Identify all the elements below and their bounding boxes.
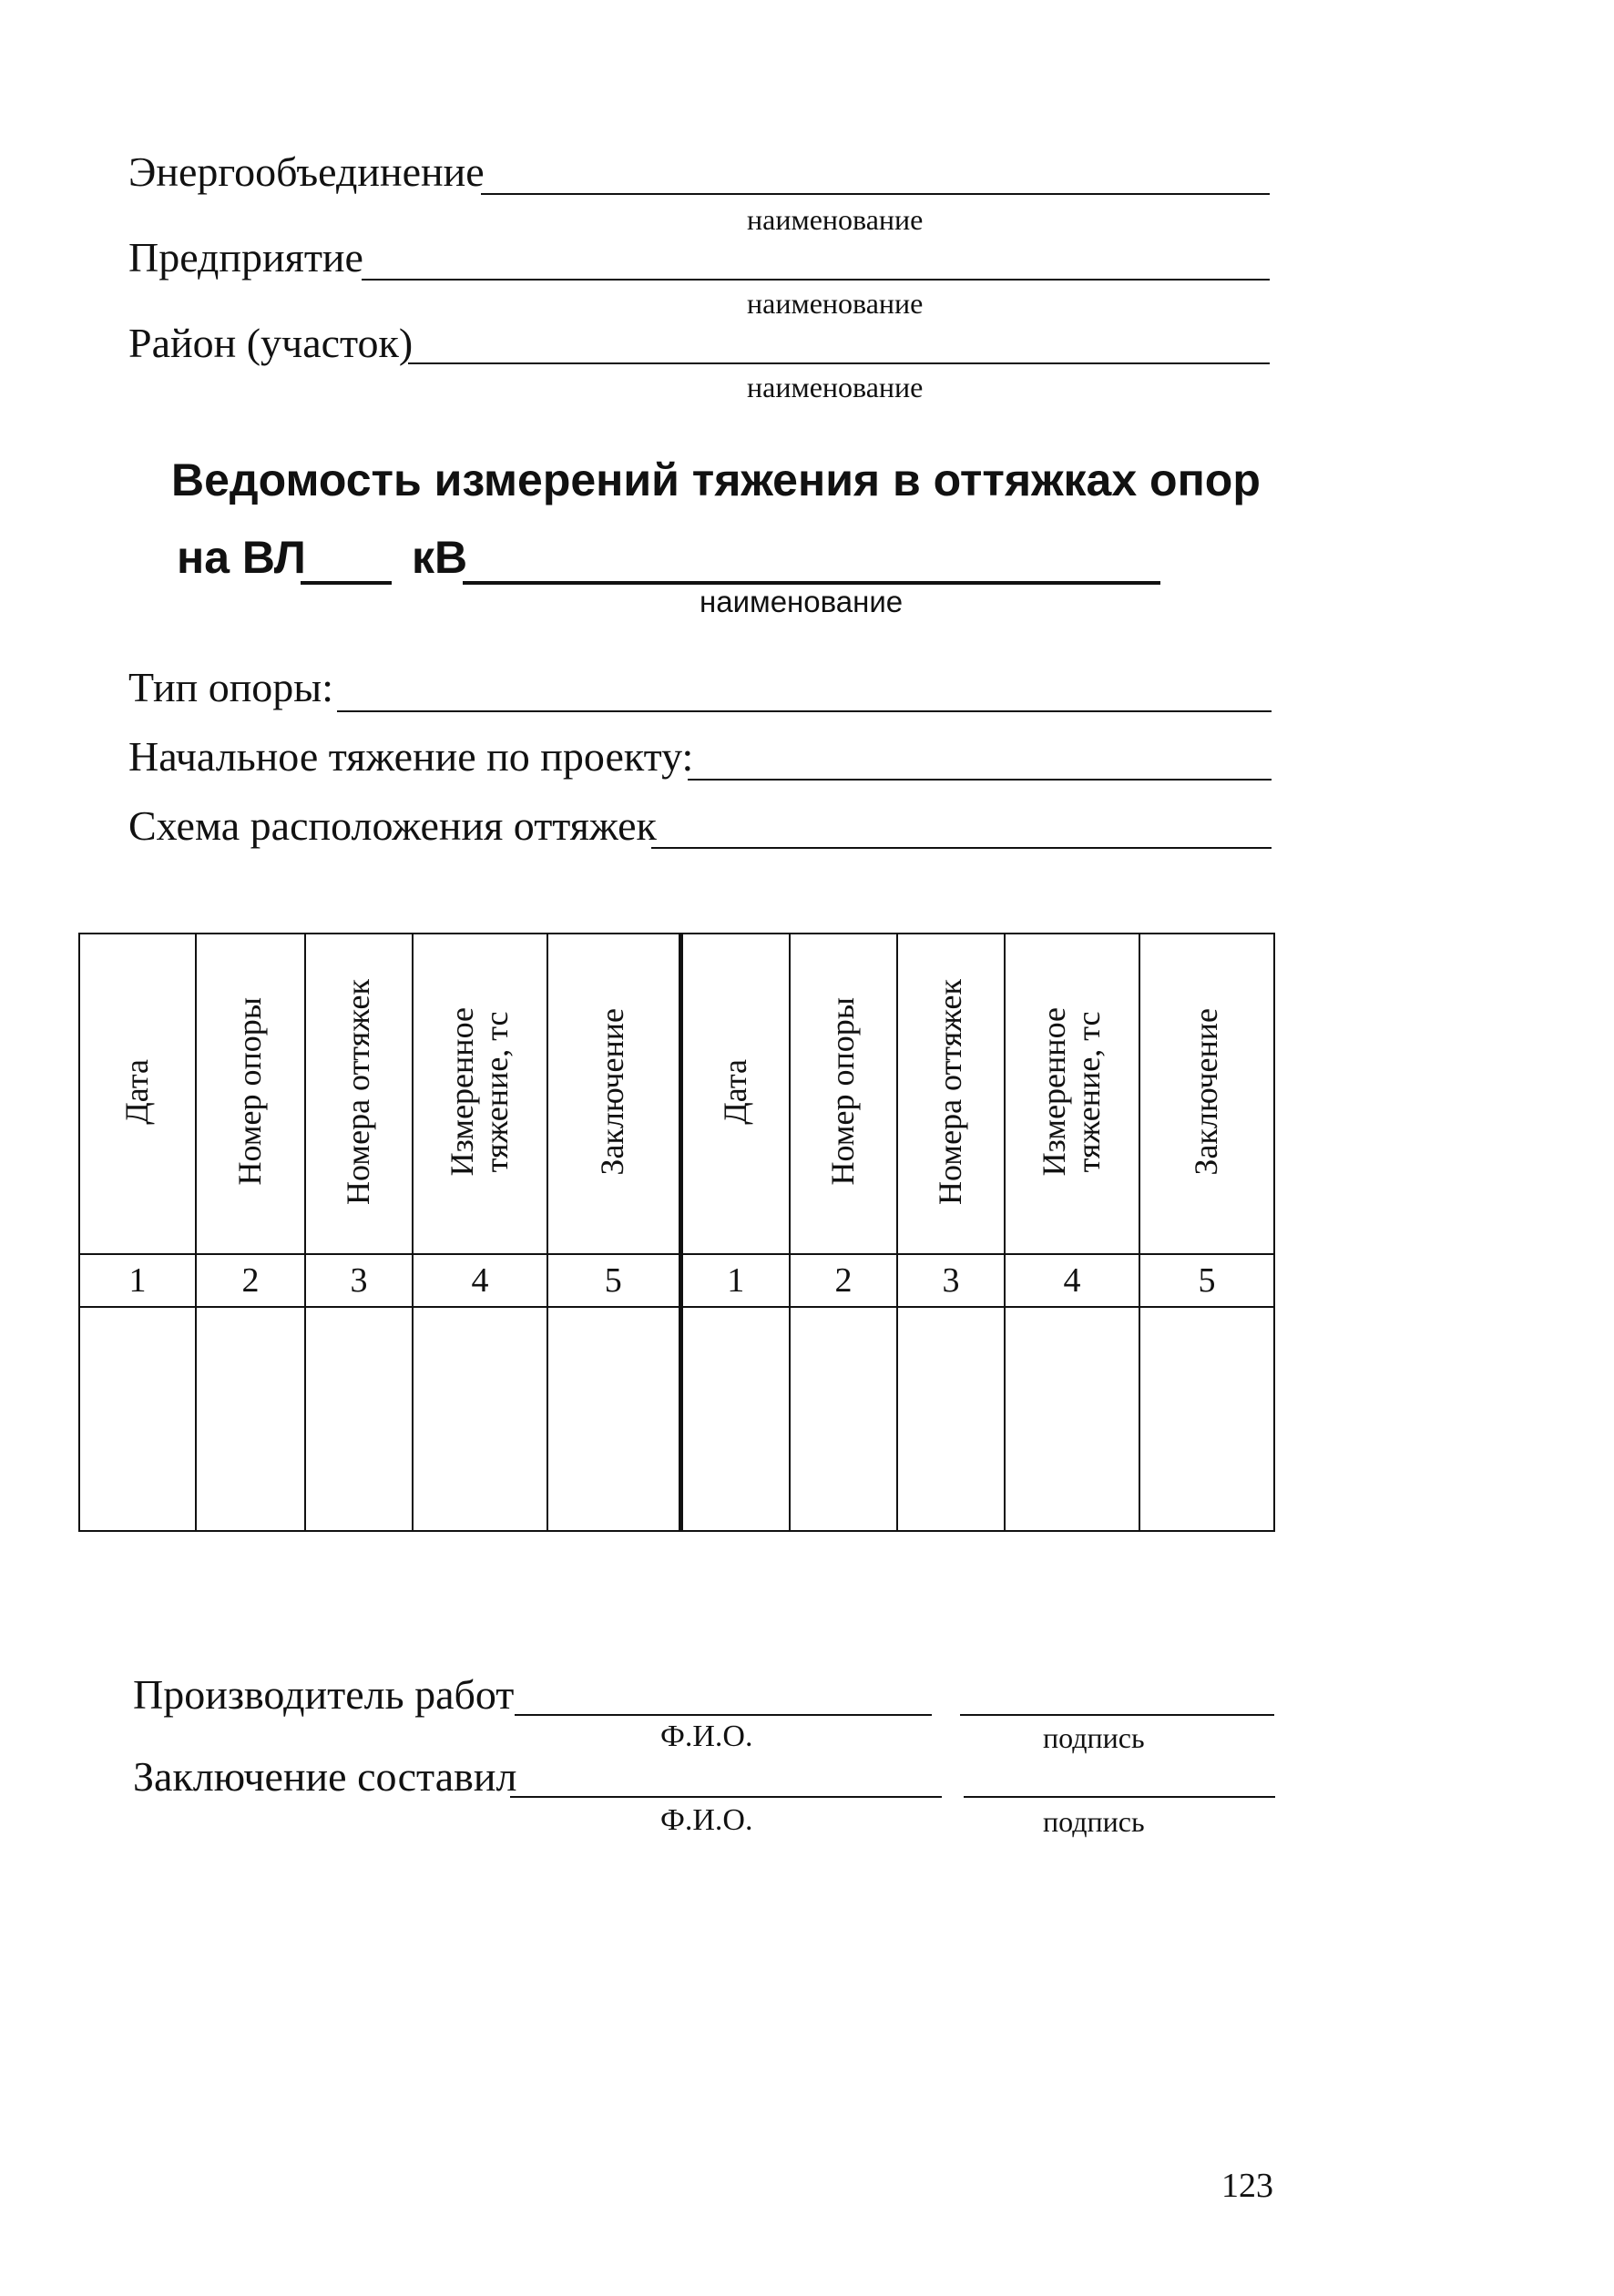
table-cell[interactable] — [413, 1307, 547, 1531]
page-number: 123 — [1221, 2167, 1273, 2205]
column-number: 1 — [680, 1254, 790, 1307]
column-number: 4 — [413, 1254, 547, 1307]
table-cell[interactable] — [305, 1307, 413, 1531]
voltage-line[interactable] — [301, 581, 392, 585]
table-row — [79, 1307, 1274, 1531]
column-header-label: Дата — [716, 1058, 753, 1125]
title-line-2-prefix: на ВЛ — [177, 532, 306, 583]
guy-layout-line[interactable] — [651, 847, 1272, 849]
work-manager-sign-caption: подпись — [1043, 1721, 1145, 1754]
initial-tension-label: Начальное тяжение по проекту: — [128, 733, 694, 780]
column-header — [547, 934, 680, 1254]
column-header — [79, 934, 196, 1254]
work-manager-sign-line[interactable] — [960, 1714, 1274, 1716]
work-manager-name-line[interactable] — [515, 1714, 932, 1716]
column-number: 3 — [897, 1254, 1005, 1307]
column-header-label: Дата — [118, 1058, 156, 1125]
column-number: 2 — [790, 1254, 897, 1307]
conclusion-author-name-caption: Ф.И.О. — [660, 1803, 753, 1837]
column-header — [680, 934, 790, 1254]
column-header-label: Номера оттяжек — [932, 978, 969, 1205]
column-header-label: Заключение — [594, 1007, 631, 1176]
measurement-table — [78, 933, 1275, 1532]
column-header — [305, 934, 413, 1254]
table-cell[interactable] — [547, 1307, 680, 1531]
work-manager-name-caption: Ф.И.О. — [660, 1719, 753, 1753]
table-cell[interactable] — [196, 1307, 305, 1531]
title-line-2-unit: кВ — [412, 532, 468, 583]
support-type-line[interactable] — [337, 710, 1272, 712]
initial-tension-line[interactable] — [688, 779, 1272, 781]
enterprise-caption: наименование — [747, 287, 924, 320]
column-number: 2 — [196, 1254, 305, 1307]
enterprise-label: Предприятие — [128, 234, 363, 281]
column-header — [196, 934, 305, 1254]
table-header-row — [79, 934, 1274, 1254]
enterprise-line[interactable] — [362, 279, 1270, 281]
district-caption: наименование — [747, 371, 924, 403]
column-header-label: Номер опоры — [824, 997, 862, 1186]
table-cell[interactable] — [680, 1307, 790, 1531]
title-line-1: Ведомость измерений тяжения в оттяжках опор — [171, 454, 1261, 505]
table-number-row — [79, 1254, 1274, 1307]
column-number: 4 — [1005, 1254, 1139, 1307]
column-header — [1005, 934, 1139, 1254]
column-number: 5 — [547, 1254, 680, 1307]
support-type-label: Тип опоры: — [128, 664, 333, 710]
column-header-label: Измеренное тяжение, тс — [444, 1006, 515, 1177]
column-number: 3 — [305, 1254, 413, 1307]
energy-association-label: Энергообъединение — [128, 148, 485, 195]
conclusion-author-sign-caption: подпись — [1043, 1805, 1145, 1838]
column-header-label: Заключение — [1188, 1007, 1225, 1176]
energy-association-caption: наименование — [747, 203, 924, 236]
column-header — [790, 934, 897, 1254]
column-header — [413, 934, 547, 1254]
column-header-label: Номер опоры — [231, 997, 269, 1186]
district-label: Район (участок) — [128, 320, 414, 366]
column-header — [1139, 934, 1274, 1254]
column-header — [897, 934, 1005, 1254]
column-header-label: Измеренное тяжение, тс — [1036, 1006, 1107, 1177]
district-line[interactable] — [408, 362, 1270, 364]
work-manager-label: Производитель работ — [133, 1671, 515, 1718]
conclusion-author-sign-line[interactable] — [964, 1796, 1275, 1798]
conclusion-author-name-line[interactable] — [510, 1796, 942, 1798]
title-caption: наименование — [700, 585, 904, 618]
column-header-label: Номера оттяжек — [340, 978, 377, 1205]
table-cell[interactable] — [1005, 1307, 1139, 1531]
table-cell[interactable] — [897, 1307, 1005, 1531]
conclusion-author-label: Заключение составил — [133, 1753, 517, 1800]
table-cell[interactable] — [1139, 1307, 1274, 1531]
column-number: 5 — [1139, 1254, 1274, 1307]
guy-layout-label: Схема расположения оттяжек — [128, 802, 657, 849]
column-number: 1 — [79, 1254, 196, 1307]
table-cell[interactable] — [79, 1307, 196, 1531]
energy-association-line[interactable] — [481, 193, 1270, 195]
table-cell[interactable] — [790, 1307, 897, 1531]
